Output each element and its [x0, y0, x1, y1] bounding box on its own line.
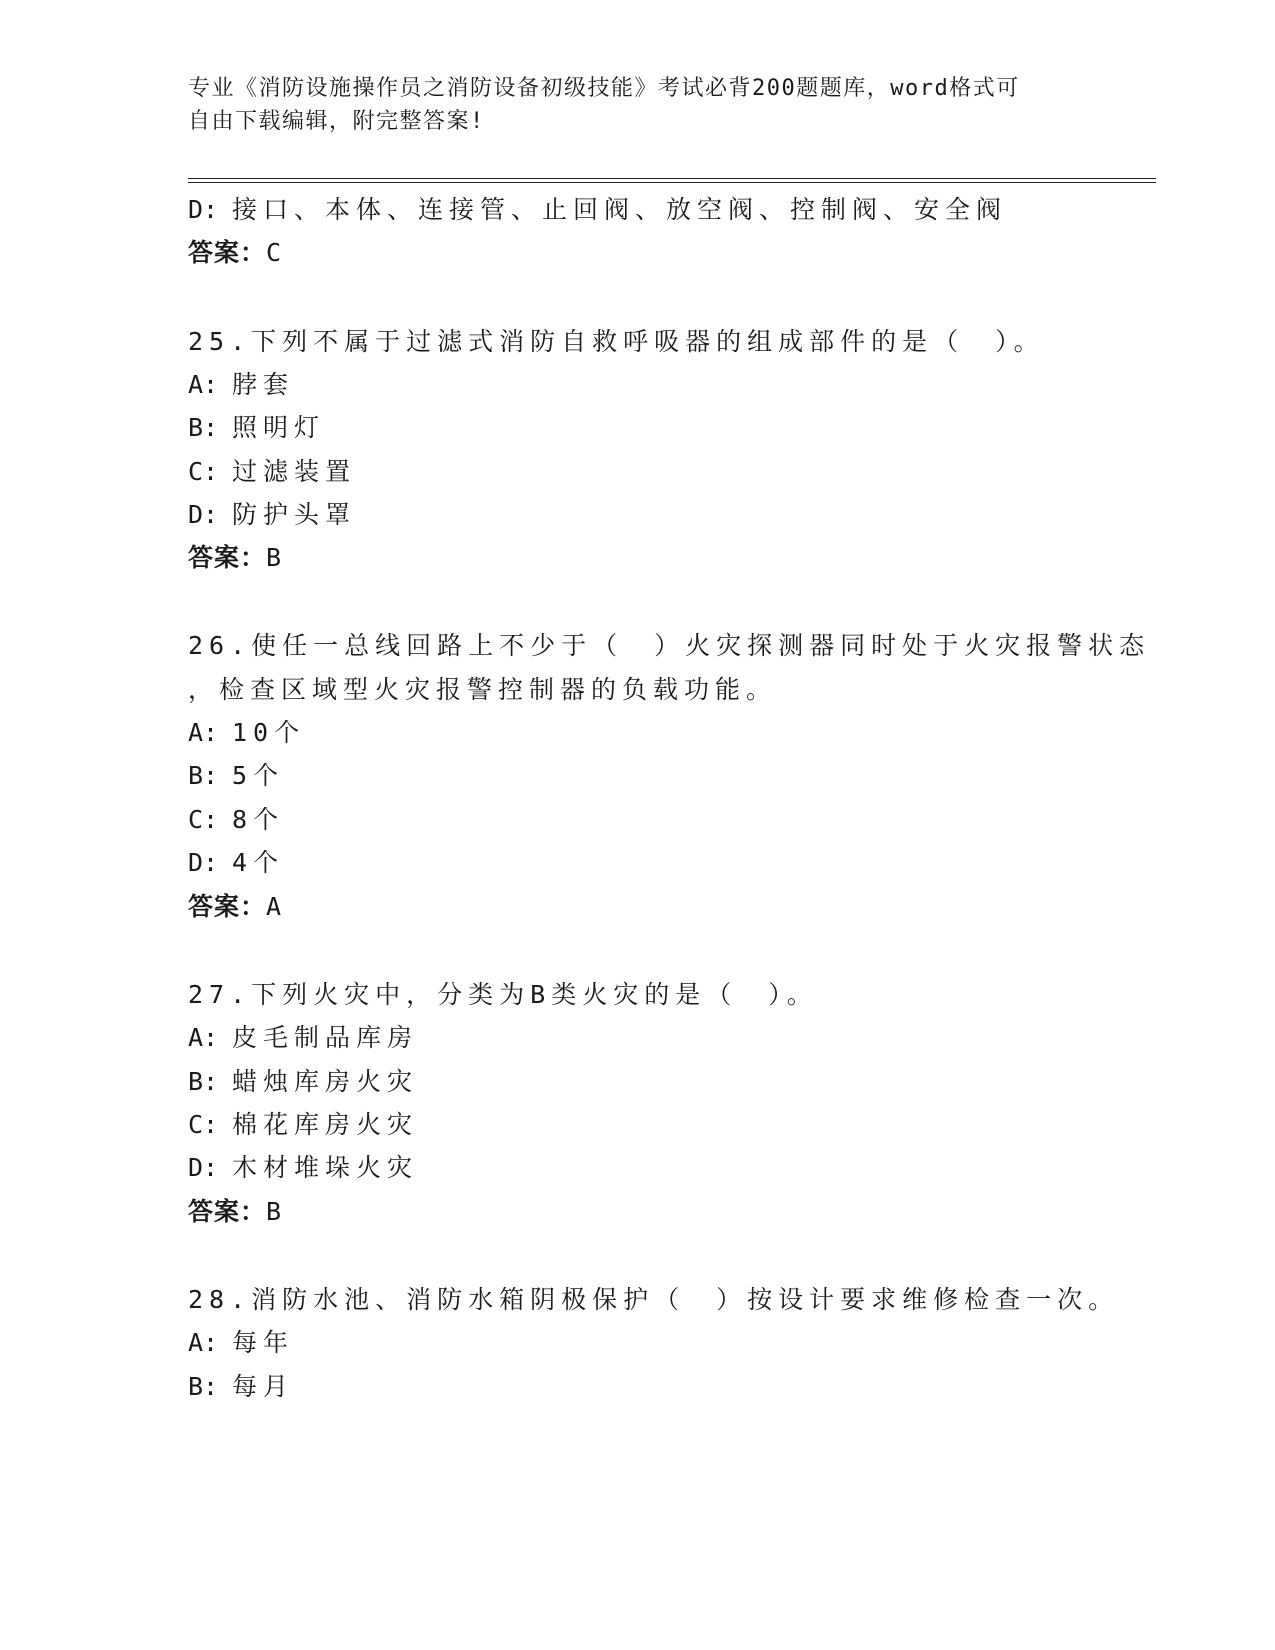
q25-answer — [188, 538, 282, 574]
q25-option-a — [188, 365, 294, 401]
option-text: 4个 — [232, 848, 285, 877]
q27-answer — [188, 1192, 282, 1228]
answer-value: C — [266, 238, 283, 267]
answer-label: 答案： — [188, 892, 267, 921]
q26-stem-line-2: ，检查区域型火灾报警控制器的负载功能。 — [188, 675, 778, 704]
option-key: D: — [188, 1153, 219, 1182]
option-key: B: — [188, 413, 219, 442]
option-text: 5个 — [232, 761, 285, 790]
option-text: 皮毛制品库房 — [232, 1023, 419, 1052]
answer-label: 答案： — [188, 238, 267, 267]
q26-option-b — [188, 756, 284, 792]
q26-stem-line-1: 26.使任一总线回路上不少于（ ）火灾探测器同时处于火灾报警状态 — [188, 631, 1151, 660]
option-text: 脖套 — [232, 370, 295, 399]
option-key: B: — [188, 761, 219, 790]
answer-label: 答案： — [188, 543, 267, 572]
q25-stem: 25.下列不属于过滤式消防自救呼吸器的组成部件的是（ ）。 — [188, 327, 1045, 356]
option-text: 接口、本体、连接管、止回阀、放空阀、控制阀、安全阀 — [232, 195, 1008, 224]
q28-option-b — [188, 1367, 294, 1403]
answer-value: B — [266, 1197, 283, 1226]
option-text: 8个 — [232, 805, 285, 834]
option-key: B: — [188, 1067, 219, 1096]
q26-option-c — [188, 800, 284, 836]
option-text: 照明灯 — [232, 413, 326, 442]
option-text: 10个 — [232, 718, 306, 747]
q24-option-d — [188, 190, 1007, 226]
answer-value: B — [266, 543, 283, 572]
q27-option-b — [188, 1062, 418, 1098]
option-key: C: — [188, 457, 219, 486]
q25-option-b — [188, 408, 325, 444]
option-key: D: — [188, 848, 219, 877]
option-text: 棉花库房火灾 — [232, 1110, 419, 1139]
q25-option-d — [188, 495, 356, 531]
q26-option-d — [188, 843, 284, 879]
header-divider-bottom — [188, 182, 1156, 183]
answer-value: A — [266, 892, 283, 921]
q27-stem: 27.下列火灾中，分类为B类火灾的是（ ）。 — [188, 980, 818, 1009]
header-divider-top — [188, 178, 1156, 179]
q27-option-c — [188, 1105, 418, 1141]
option-text: 过滤装置 — [232, 457, 357, 486]
q25-option-c — [188, 452, 356, 488]
q24-answer — [188, 233, 282, 269]
option-text: 木材堆垛火灾 — [232, 1153, 419, 1182]
q27-option-a — [188, 1018, 418, 1054]
option-text: 每月 — [232, 1372, 295, 1401]
header-line-2: 自由下载编辑，附完整答案! — [188, 109, 485, 134]
q27-option-d — [188, 1148, 418, 1184]
option-key: A: — [188, 370, 219, 399]
option-key: D: — [188, 500, 219, 529]
header-line-1: 专业《消防设施操作员之消防设备初级技能》考试必背200题题库，word格式可 — [188, 76, 1020, 101]
q26-option-a — [188, 713, 305, 749]
option-key: A: — [188, 1023, 219, 1052]
option-text: 防护头罩 — [232, 500, 357, 529]
option-text: 蜡烛库房火灾 — [232, 1067, 419, 1096]
option-key: A: — [188, 1328, 219, 1357]
option-key: A: — [188, 718, 219, 747]
option-key: D: — [188, 195, 219, 224]
option-text: 每年 — [232, 1328, 295, 1357]
option-key: C: — [188, 1110, 219, 1139]
option-key: C: — [188, 805, 219, 834]
answer-label: 答案： — [188, 1197, 267, 1226]
q28-stem: 28.消防水池、消防水箱阴极保护（ ）按设计要求维修检查一次。 — [188, 1285, 1120, 1314]
q26-answer — [188, 887, 282, 923]
q28-option-a — [188, 1323, 294, 1359]
option-key: B: — [188, 1372, 219, 1401]
document-header — [188, 72, 1068, 138]
